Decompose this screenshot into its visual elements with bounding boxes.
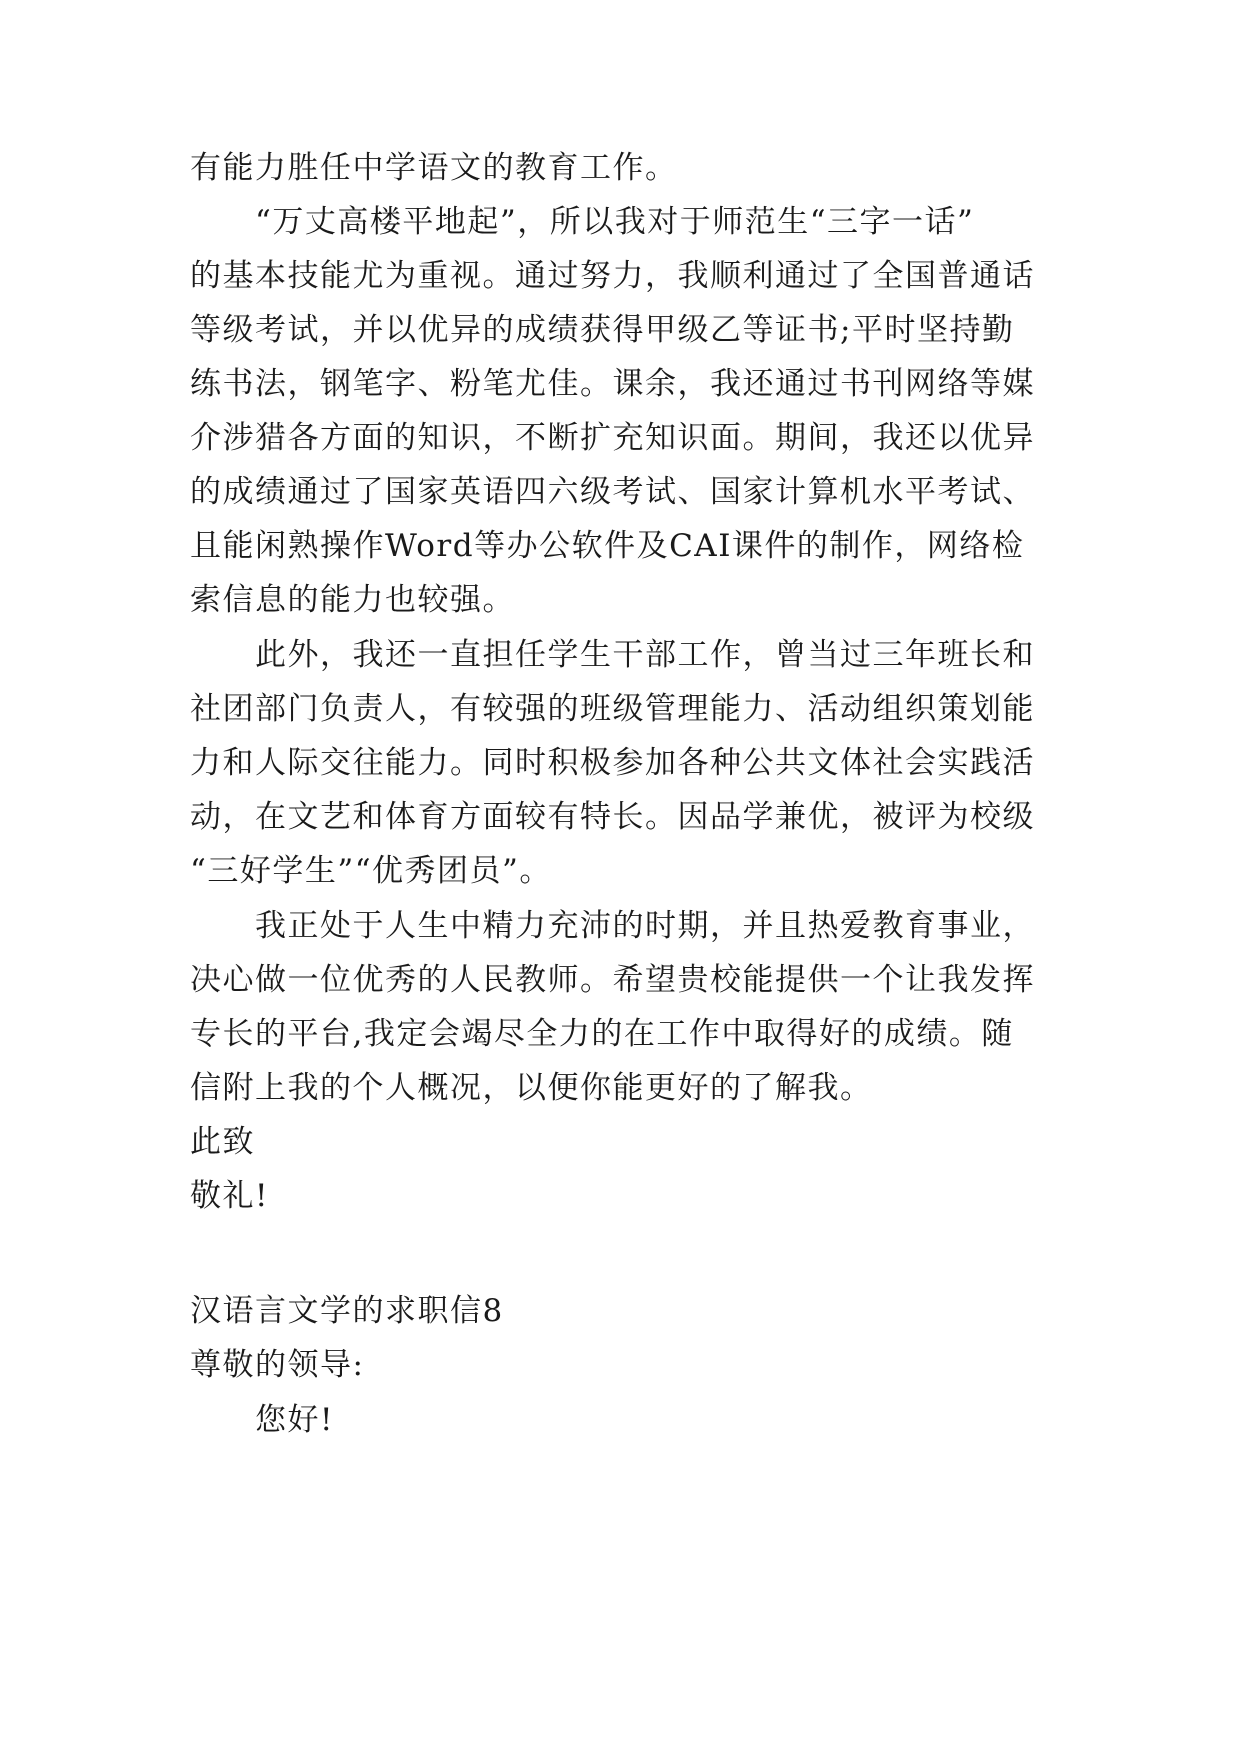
- text-line: 等级考试，并以优异的成绩获得甲级乙等证书;平时坚持勤: [190, 312, 1015, 348]
- section-title: 汉语言文学的求职信8: [190, 1293, 504, 1329]
- closing-salutation: 此致: [190, 1124, 255, 1160]
- text-line: 我正处于人生中精力充沛的时期，并且热爱教育事业，: [255, 908, 1035, 944]
- text-line: “万丈高楼平地起”，所以我对于师范生“三字一话”: [255, 204, 975, 240]
- greeting-addressee: 尊敬的领导:: [190, 1347, 365, 1383]
- text-line: 社团部门负责人，有较强的班级管理能力、活动组织策划能: [190, 691, 1035, 727]
- greeting: 您好!: [255, 1402, 334, 1438]
- text-line: 有能力胜任中学语文的教育工作。: [190, 150, 678, 186]
- text-line: 专长的平台,我定会竭尽全力的在工作中取得好的成绩。随: [190, 1016, 1014, 1052]
- text-line: 决心做一位优秀的人民教师。希望贵校能提供一个让我发挥: [190, 962, 1035, 998]
- text-line: 介涉猎各方面的知识，不断扩充知识面。期间，我还以优异: [190, 420, 1035, 456]
- text-line: 此外，我还一直担任学生干部工作，曾当过三年班长和: [255, 637, 1035, 673]
- text-line: 且能闲熟操作Word等办公软件及CAI课件的制作，网络检: [190, 528, 1025, 564]
- closing-regards: 敬礼!: [190, 1178, 269, 1214]
- text-line: 的成绩通过了国家英语四六级考试、国家计算机水平考试、: [190, 474, 1035, 510]
- text-line: “三好学生”“优秀团员”。: [190, 853, 552, 889]
- text-line: 练书法，钢笔字、粉笔尤佳。课余，我还通过书刊网络等媒: [190, 366, 1035, 402]
- text-line: 动，在文艺和体育方面较有特长。因品学兼优，被评为校级: [190, 799, 1035, 835]
- text-line: 力和人际交往能力。同时积极参加各种公共文体社会实践活: [190, 745, 1035, 781]
- text-line: 信附上我的个人概况，以便你能更好的了解我。: [190, 1070, 873, 1106]
- text-line: 索信息的能力也较强。: [190, 582, 515, 618]
- text-line: 的基本技能尤为重视。通过努力，我顺利通过了全国普通话: [190, 258, 1035, 294]
